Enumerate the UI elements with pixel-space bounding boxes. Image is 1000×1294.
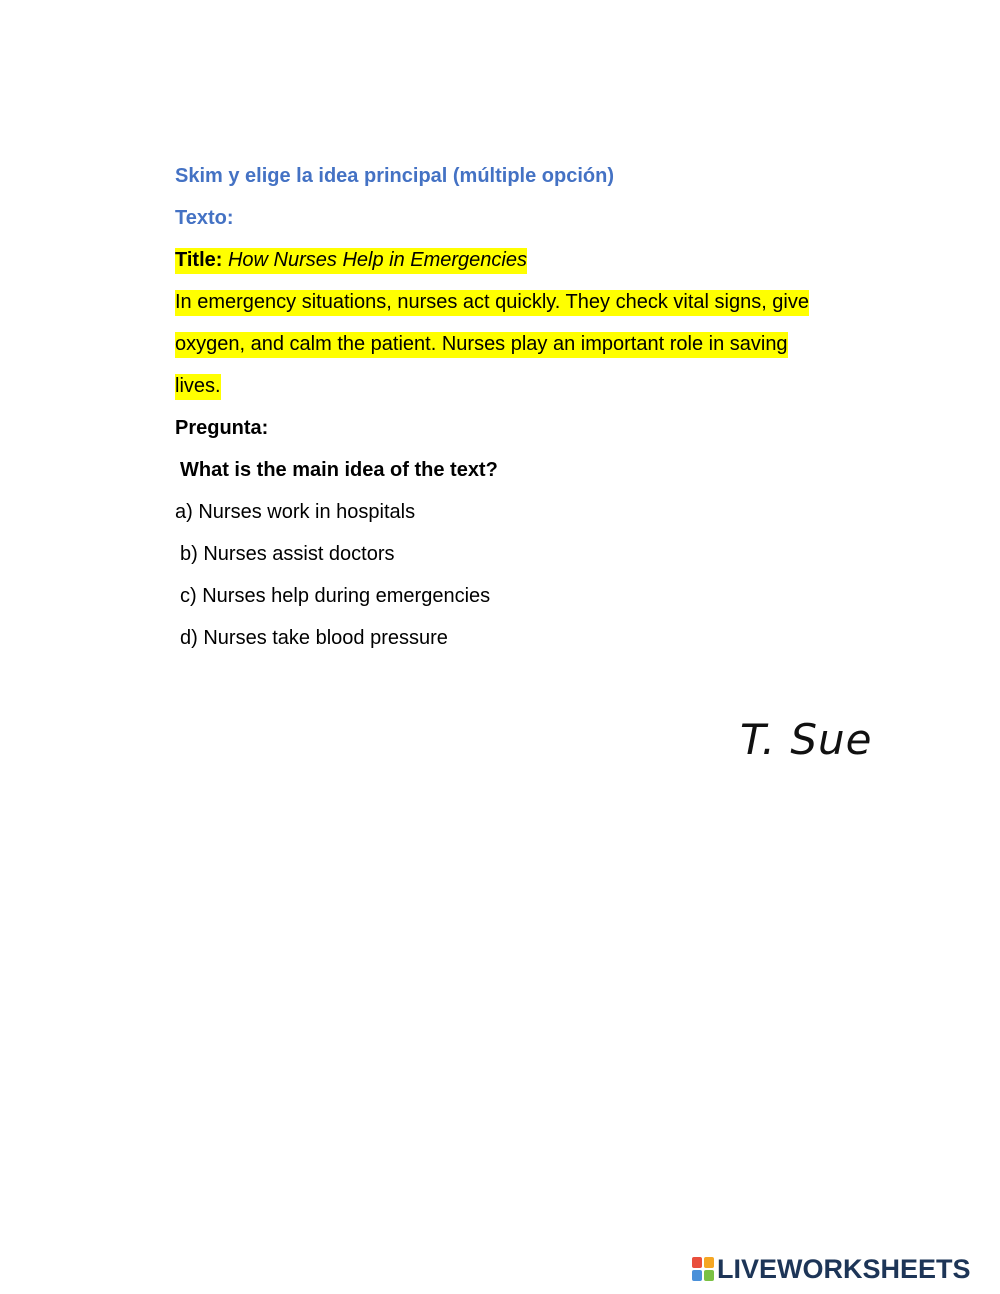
text-label-text: Texto: xyxy=(175,207,234,229)
passage-line-2 xyxy=(175,331,788,357)
liveworksheets-logo xyxy=(692,1254,971,1284)
passage-line-1 xyxy=(175,289,809,315)
instruction-text: Skim y elige la idea principal (múltiple opción) xyxy=(175,165,614,187)
title-text: How Nurses Help in Emergencies xyxy=(228,248,527,274)
title-label: Title: xyxy=(175,248,222,274)
question-text: What is the main idea of the text? xyxy=(180,459,498,481)
option-c-text: c) Nurses help during emergencies xyxy=(180,585,491,607)
passage-text: In emergency situations, nurses act quickly. They check vital signs, give xyxy=(175,290,809,316)
question-label-text: Pregunta: xyxy=(175,417,269,439)
question-label xyxy=(175,415,268,441)
passage-title xyxy=(175,247,527,273)
option-c[interactable] xyxy=(180,583,490,609)
logo-mark-icon xyxy=(692,1257,714,1281)
option-d-text: d) Nurses take blood pressure xyxy=(180,627,448,649)
option-b-text: b) Nurses assist doctors xyxy=(180,543,395,565)
passage-text: lives. xyxy=(175,374,221,400)
text-label xyxy=(175,205,234,231)
passage-line-3 xyxy=(175,373,221,399)
passage-text: oxygen, and calm the patient. Nurses play an important role in saving xyxy=(175,332,788,358)
question xyxy=(180,457,498,483)
instruction-heading xyxy=(175,163,614,189)
signature: T. Sue xyxy=(740,715,873,764)
option-a[interactable] xyxy=(175,499,415,525)
option-d[interactable] xyxy=(180,625,448,651)
option-b[interactable] xyxy=(180,541,395,567)
option-a-text: a) Nurses work in hospitals xyxy=(175,501,416,523)
logo-text: LIVEWORKSHEETS xyxy=(717,1253,971,1284)
